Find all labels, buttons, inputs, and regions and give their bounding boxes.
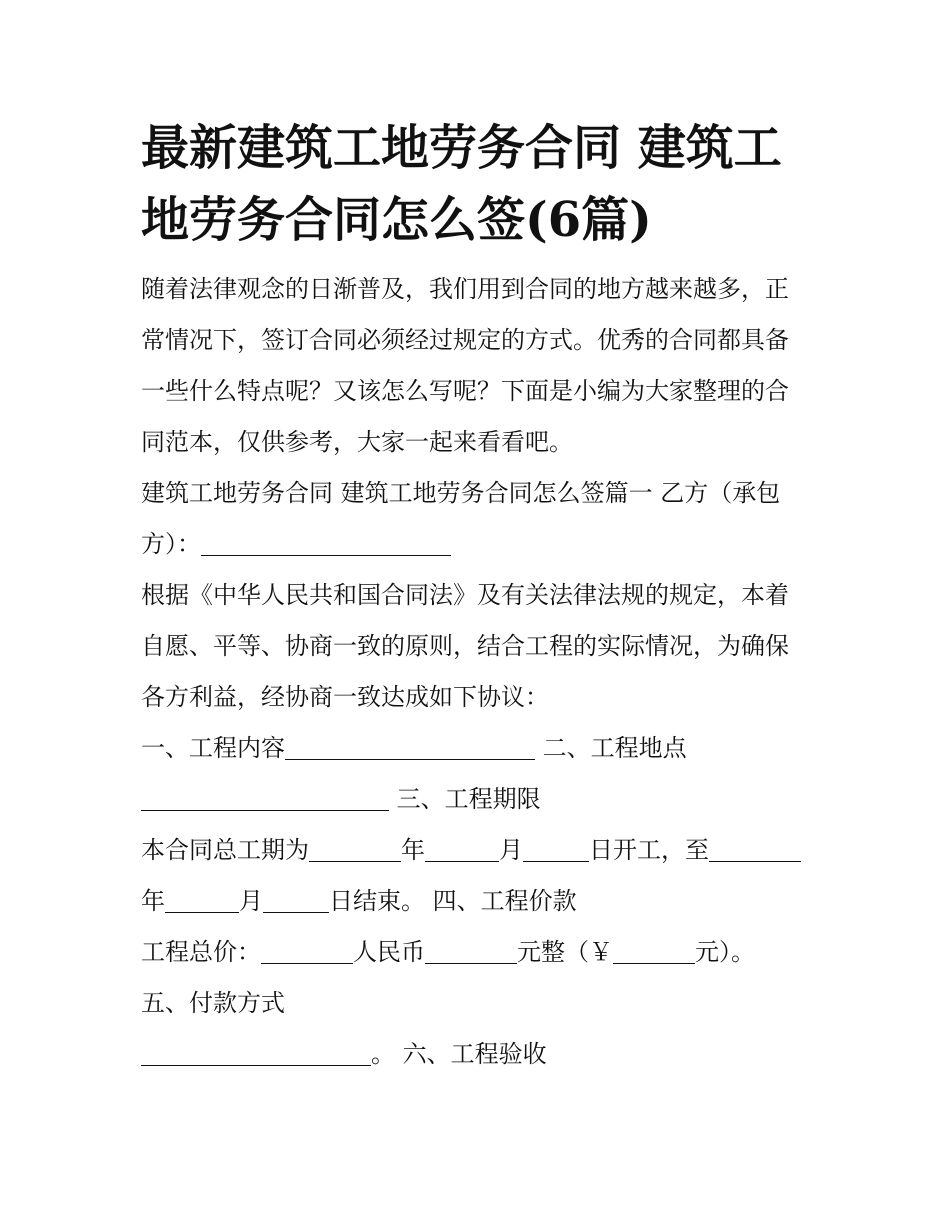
start-day-blank — [523, 833, 589, 862]
end-year-blank — [709, 833, 801, 862]
price-yuan-blank — [613, 935, 695, 964]
period-month: 月 — [499, 836, 523, 864]
payment-line — [141, 1029, 813, 1080]
item-6-label: 六、工程验收 — [402, 1040, 547, 1068]
price-total-blank — [261, 935, 353, 964]
price-yuan-whole: 元整（￥ — [517, 938, 613, 966]
item-5-line: 五、付款方式 — [141, 989, 285, 1017]
price-rmb-blank — [425, 935, 517, 964]
item-1-label: 一、工程内容 — [141, 734, 285, 762]
payment-blank — [141, 1037, 371, 1066]
period-year: 年 — [401, 836, 425, 864]
period-line-2 — [141, 876, 813, 927]
party-b-line — [141, 519, 813, 570]
start-month-blank — [425, 833, 499, 862]
basis-line-3: 各方利益，经协商一致达成如下协议： — [141, 683, 549, 711]
item-1-line — [141, 723, 813, 774]
basis-line-2: 自愿、平等、协商一致的原则，结合工程的实际情况，为确保 — [141, 632, 789, 660]
basis-line-1: 根据《中华人民共和国合同法》及有关法律法规的规定，本着 — [141, 581, 789, 609]
period-month-2: 月 — [239, 887, 263, 915]
end-month-blank — [165, 884, 239, 913]
document-content — [141, 112, 813, 1080]
intro-line-2: 常情况下，签订合同必须经过规定的方式。优秀的合同都具备 — [141, 326, 789, 354]
price-line — [141, 927, 813, 978]
item-4-label: 四、工程价款 — [432, 887, 577, 915]
period-end-day: 日结束。 — [329, 887, 425, 915]
start-year-blank — [309, 833, 401, 862]
period-line-1 — [141, 825, 813, 876]
item-3-label: 三、工程期限 — [396, 785, 541, 813]
party-b-label: 方）： — [141, 530, 201, 558]
document-title — [141, 112, 813, 256]
payment-suffix: 。 — [371, 1040, 395, 1068]
party-b-blank — [201, 527, 451, 556]
title-line-2: 地劳务合同怎么签(6篇) — [141, 192, 652, 248]
item-2-label: 二、工程地点 — [542, 734, 687, 762]
item-2-line — [141, 774, 813, 825]
title-line-1: 最新建筑工地劳务合同 建筑工 — [141, 120, 782, 176]
period-prefix: 本合同总工期为 — [141, 836, 309, 864]
intro-line-3: 一些什么特点呢？又该怎么写呢？下面是小编为大家整理的合 — [141, 377, 789, 405]
item-2-blank — [141, 782, 389, 811]
intro-line-4: 同范本，仅供参考，大家一起来看看吧。 — [141, 428, 573, 456]
price-prefix: 工程总价： — [141, 938, 261, 966]
price-yuan-close: 元）。 — [695, 938, 755, 966]
section-heading: 建筑工地劳务合同 建筑工地劳务合同怎么签篇一 乙方（承包 — [141, 479, 781, 507]
period-year-2: 年 — [141, 887, 165, 915]
end-day-blank — [263, 884, 329, 913]
price-rmb: 人民币 — [353, 938, 425, 966]
period-start-day: 日开工，至 — [589, 836, 709, 864]
intro-line-1: 随着法律观念的日渐普及，我们用到合同的地方越来越多，正 — [141, 275, 789, 303]
item-1-blank — [285, 731, 535, 760]
